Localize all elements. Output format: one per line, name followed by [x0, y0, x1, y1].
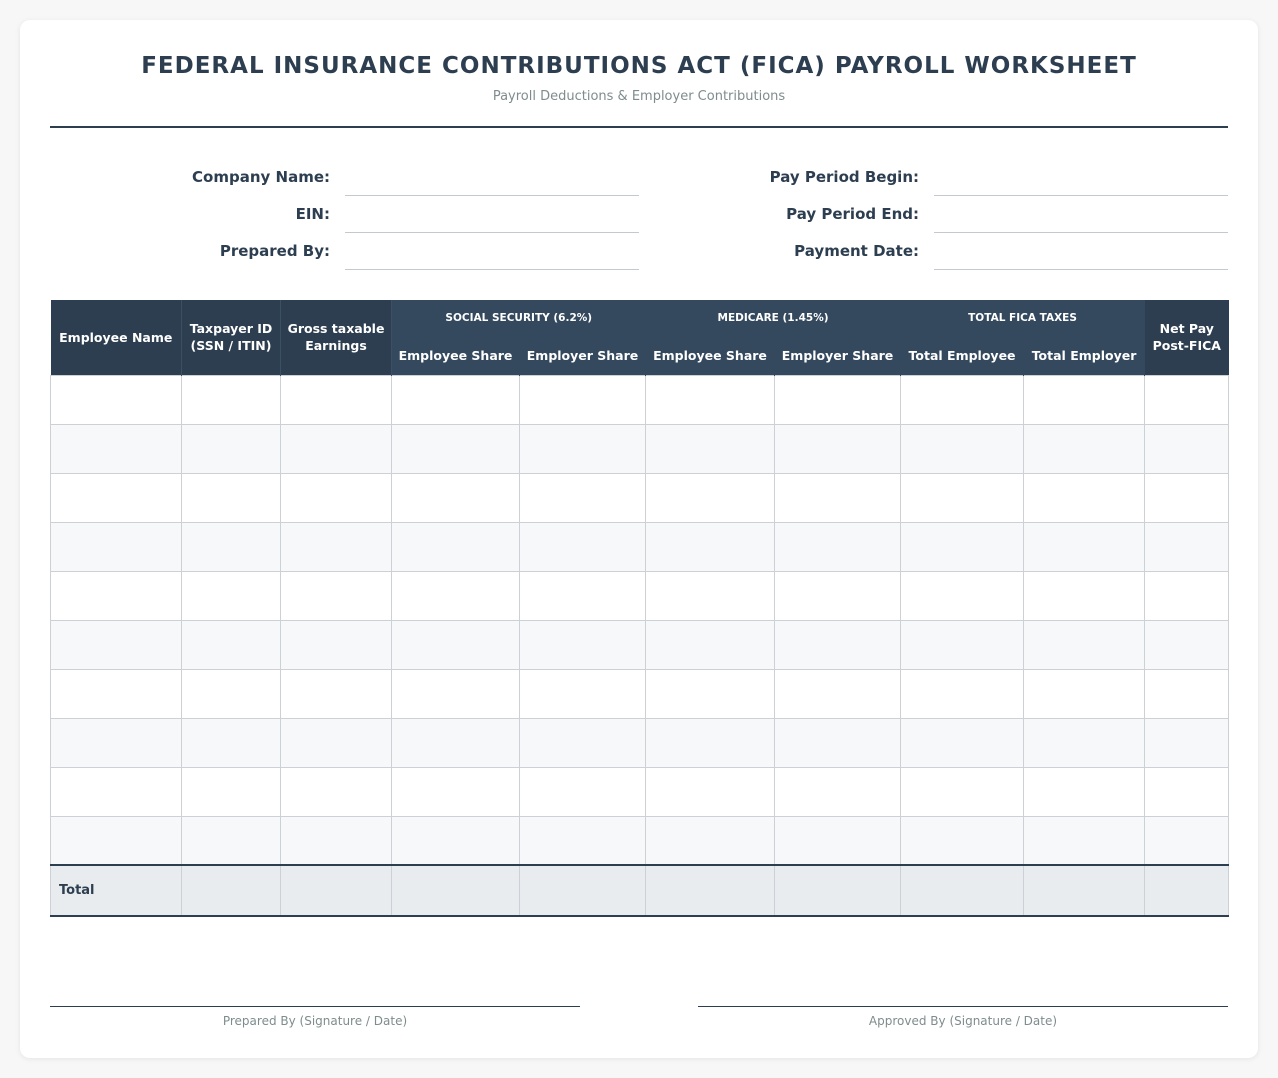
table-cell[interactable]: [392, 424, 520, 473]
table-cell[interactable]: [281, 375, 392, 424]
table-row: [51, 375, 1229, 424]
table-cell[interactable]: [51, 571, 182, 620]
table-cell[interactable]: [775, 816, 901, 865]
table-row: [51, 473, 1229, 522]
table-cell[interactable]: [281, 669, 392, 718]
pay-period-end-label: Pay Period End:: [786, 205, 919, 223]
table-cell[interactable]: [182, 620, 281, 669]
table-cell[interactable]: [520, 669, 646, 718]
table-cell[interactable]: [51, 718, 182, 767]
total-label: Total: [51, 865, 182, 916]
table-cell[interactable]: [775, 424, 901, 473]
table-cell[interactable]: [1145, 767, 1229, 816]
col-net-pay: Net Pay Post-FICA: [1145, 300, 1229, 375]
table-cell[interactable]: [901, 522, 1024, 571]
table-cell[interactable]: [281, 571, 392, 620]
table-cell[interactable]: [281, 816, 392, 865]
payment-date-label: Payment Date:: [794, 242, 919, 260]
table-cell[interactable]: [775, 571, 901, 620]
table-cell[interactable]: [182, 424, 281, 473]
table-cell[interactable]: [1145, 816, 1229, 865]
total-cell[interactable]: [392, 865, 520, 916]
table-cell[interactable]: [901, 375, 1024, 424]
table-cell[interactable]: [51, 816, 182, 865]
total-cell[interactable]: [281, 865, 392, 916]
table-cell[interactable]: [51, 424, 182, 473]
table-cell[interactable]: [901, 718, 1024, 767]
page-subtitle: Payroll Deductions & Employer Contributions: [492, 89, 786, 104]
table-cell[interactable]: [392, 375, 520, 424]
table-cell[interactable]: [1024, 522, 1145, 571]
table-cell[interactable]: [646, 816, 775, 865]
table-cell[interactable]: [281, 767, 392, 816]
table-cell[interactable]: [1145, 424, 1229, 473]
col-gross-earnings: Gross taxable Earnings: [281, 300, 392, 375]
table-cell[interactable]: [901, 571, 1024, 620]
table-cell[interactable]: [901, 767, 1024, 816]
table-cell[interactable]: [646, 375, 775, 424]
table-cell[interactable]: [392, 620, 520, 669]
col-medicare-employer-share: Employer Share: [775, 337, 901, 375]
table-cell[interactable]: [51, 473, 182, 522]
table-row: [51, 669, 1229, 718]
table-cell[interactable]: [392, 473, 520, 522]
prepared-by-underline: [345, 269, 639, 270]
table-cell[interactable]: [281, 424, 392, 473]
table-cell[interactable]: [1145, 620, 1229, 669]
table-row: [51, 718, 1229, 767]
table-cell[interactable]: [51, 767, 182, 816]
ein-underline: [345, 232, 639, 233]
table-cell[interactable]: [1145, 473, 1229, 522]
table-cell[interactable]: [182, 571, 281, 620]
col-taxpayer-id: Taxpayer ID (SSN / ITIN): [182, 300, 281, 375]
table-cell[interactable]: [646, 767, 775, 816]
table-row: [51, 571, 1229, 620]
table-cell[interactable]: [392, 669, 520, 718]
total-row: [51, 865, 1229, 916]
table-cell[interactable]: [901, 473, 1024, 522]
payment-date-underline: [934, 269, 1228, 270]
table-cell[interactable]: [392, 571, 520, 620]
fica-payroll-table: [50, 300, 1229, 917]
table-row: [51, 767, 1229, 816]
pay-period-begin-label: Pay Period Begin:: [769, 168, 919, 186]
ein-label: EIN:: [295, 205, 330, 223]
col-total-employee: Total Employee: [901, 337, 1024, 375]
table-cell[interactable]: [1145, 718, 1229, 767]
table-cell[interactable]: [1145, 522, 1229, 571]
group-medicare: MEDICARE (1.45%): [646, 300, 901, 337]
table-cell[interactable]: [646, 571, 775, 620]
table-cell[interactable]: [1145, 669, 1229, 718]
company-name-underline: [345, 195, 639, 196]
table-cell[interactable]: [520, 522, 646, 571]
table-cell[interactable]: [392, 718, 520, 767]
title-divider: [50, 126, 1228, 128]
table-cell[interactable]: [775, 767, 901, 816]
table-cell[interactable]: [51, 375, 182, 424]
table-cell[interactable]: [775, 718, 901, 767]
table-cell[interactable]: [520, 473, 646, 522]
table-cell[interactable]: [182, 473, 281, 522]
total-cell[interactable]: [182, 865, 281, 916]
table-cell[interactable]: [901, 424, 1024, 473]
col-ss-employer-share: Employer Share: [520, 337, 646, 375]
table-cell[interactable]: [182, 669, 281, 718]
table-cell[interactable]: [901, 669, 1024, 718]
col-medicare-employee-share: Employee Share: [646, 337, 775, 375]
table-row: [51, 522, 1229, 571]
table-cell[interactable]: [646, 669, 775, 718]
table-cell[interactable]: [775, 375, 901, 424]
table-cell[interactable]: [520, 375, 646, 424]
total-cell[interactable]: [520, 865, 646, 916]
table-cell[interactable]: [520, 571, 646, 620]
table-cell[interactable]: [646, 718, 775, 767]
table-cell[interactable]: [1145, 571, 1229, 620]
approved-signature-label: Approved By (Signature / Date): [868, 1014, 1058, 1028]
table-cell[interactable]: [281, 620, 392, 669]
prepared-signature-label: Prepared By (Signature / Date): [222, 1014, 408, 1028]
prepared-signature-line[interactable]: [50, 1006, 580, 1007]
total-cell[interactable]: [775, 865, 901, 916]
col-total-employer: Total Employer: [1024, 337, 1145, 375]
table-cell[interactable]: [646, 522, 775, 571]
table-cell[interactable]: [51, 620, 182, 669]
table-cell[interactable]: [51, 522, 182, 571]
pay-period-begin-underline: [934, 195, 1228, 196]
table-cell[interactable]: [182, 522, 281, 571]
table-cell[interactable]: [775, 522, 901, 571]
table-cell[interactable]: [646, 620, 775, 669]
table-cell[interactable]: [520, 620, 646, 669]
worksheet-page: [20, 20, 1258, 1058]
pay-period-end-underline: [934, 232, 1228, 233]
table-cell[interactable]: [775, 620, 901, 669]
table-body: [51, 375, 1229, 865]
table-cell[interactable]: [775, 473, 901, 522]
table-cell[interactable]: [520, 718, 646, 767]
table-cell[interactable]: [1145, 375, 1229, 424]
prepared-by-label: Prepared By:: [219, 242, 330, 260]
table-row: [51, 816, 1229, 865]
table-cell[interactable]: [1024, 424, 1145, 473]
table-cell[interactable]: [1024, 473, 1145, 522]
table-cell[interactable]: [1024, 571, 1145, 620]
table-cell[interactable]: [775, 669, 901, 718]
table-cell[interactable]: [51, 669, 182, 718]
table-cell[interactable]: [901, 620, 1024, 669]
table-cell[interactable]: [1024, 620, 1145, 669]
group-social-security: SOCIAL SECURITY (6.2%): [392, 300, 646, 337]
table-cell[interactable]: [281, 522, 392, 571]
col-employee-name: Employee Name: [51, 300, 182, 375]
total-cell[interactable]: [646, 865, 775, 916]
page-title: FEDERAL INSURANCE CONTRIBUTIONS ACT (FICA) PAYROLL WORKSHEET: [141, 53, 1137, 79]
table-row: [51, 620, 1229, 669]
table-cell[interactable]: [182, 816, 281, 865]
table-cell[interactable]: [182, 718, 281, 767]
table-cell[interactable]: [392, 522, 520, 571]
table-cell[interactable]: [520, 424, 646, 473]
table-cell[interactable]: [182, 767, 281, 816]
col-ss-employee-share: Employee Share: [392, 337, 520, 375]
table-cell[interactable]: [281, 718, 392, 767]
table-cell[interactable]: [901, 816, 1024, 865]
table-cell[interactable]: [1024, 718, 1145, 767]
table-cell[interactable]: [392, 816, 520, 865]
total-cell[interactable]: [1024, 865, 1145, 916]
table-row: [51, 424, 1229, 473]
table-cell[interactable]: [392, 767, 520, 816]
group-total-fica: TOTAL FICA TAXES: [901, 300, 1145, 337]
table-cell[interactable]: [1024, 669, 1145, 718]
table-cell[interactable]: [281, 473, 392, 522]
company-name-label: Company Name:: [192, 168, 330, 186]
table-cell[interactable]: [646, 424, 775, 473]
table-cell[interactable]: [1024, 375, 1145, 424]
table-cell[interactable]: [646, 473, 775, 522]
approved-signature-line[interactable]: [698, 1006, 1228, 1007]
table-cell[interactable]: [182, 375, 281, 424]
total-cell[interactable]: [1145, 865, 1229, 916]
total-cell[interactable]: [901, 865, 1024, 916]
table-cell[interactable]: [520, 816, 646, 865]
table-cell[interactable]: [520, 767, 646, 816]
table-cell[interactable]: [1024, 816, 1145, 865]
table-cell[interactable]: [1024, 767, 1145, 816]
